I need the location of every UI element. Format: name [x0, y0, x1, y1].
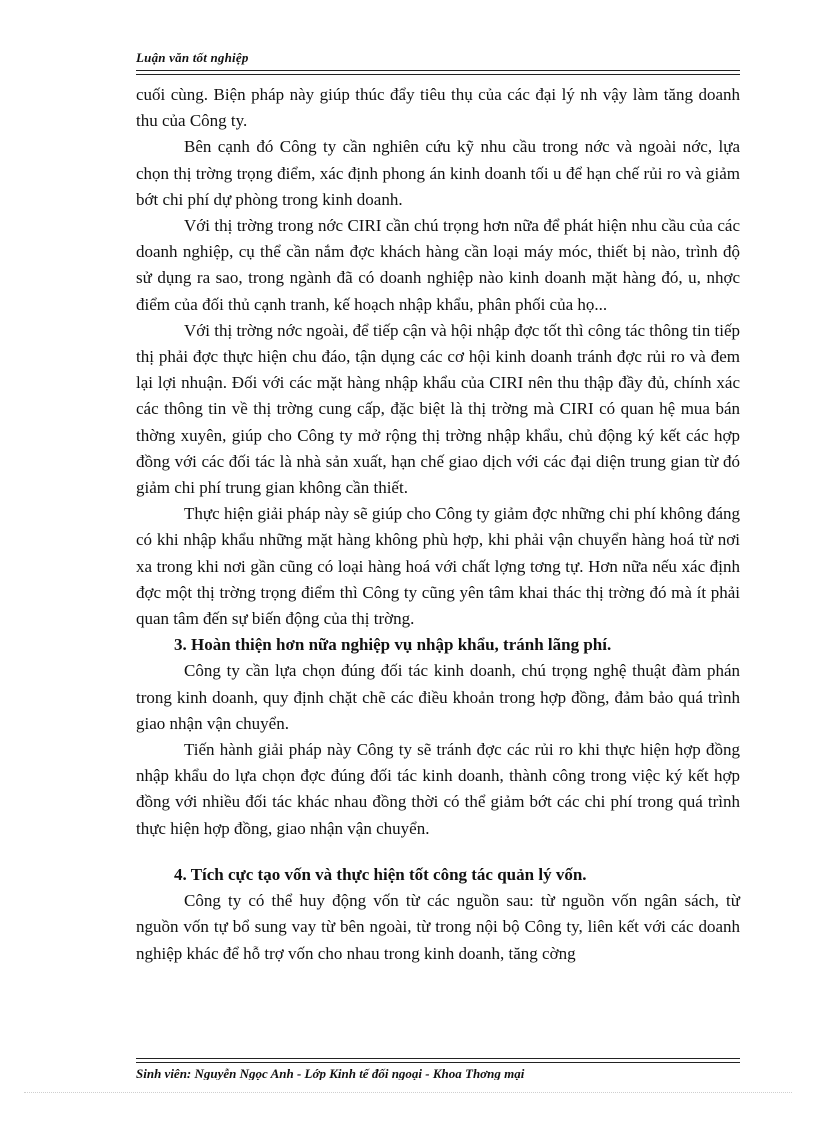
section-heading-3: 3. Hoàn thiện hơn nữa nghiệp vụ nhập khẩu, tránh lãng phí.: [174, 635, 612, 655]
paragraph-cost-reduction: Thực hiện giải pháp này sẽ giúp cho Công ty giảm đợc những chi phí không đáng có khi nhập khẩu những mặt hàng không phù hợp, khi phải vận chuyển hàng hoá từ nơi xa trong khi nơi gần cũng có loại hàng hoá với chất lợng tơng tự. Hơn nữa nếu xác định đợc một thị trờng trọng điểm thì Công ty cũng yên tâm khai thác thị trờng đó mà ít phải quan tâm đến sự biến động của thị trờng.: [136, 504, 740, 629]
page-footer: Sinh viên: Nguyễn Ngọc Anh - Lớp Kinh tế đối ngoại - Khoa Thơng mại: [136, 1066, 525, 1080]
footer-rule-thin: [136, 1058, 740, 1059]
section-heading-4: 4. Tích cực tạo vốn và thực hiện tốt công tác quản lý vốn.: [174, 864, 587, 884]
paragraph-market-research: Bên cạnh đó Công ty cần nghiên cứu kỹ nhu cầu trong nớc và ngoài nớc, lựa chọn thị trờng trọng điểm, xác định phong án kinh doanh tối u để hạn chế rủi ro và giảm bớt chi phí dự phòng trong kinh doanh.: [136, 137, 740, 209]
paragraph-capital-sources: Công ty có thể huy động vốn từ các nguồn sau: từ nguồn vốn ngân sách, từ nguồn vốn tự bổ sung vay từ bên ngoài, từ trong nội bộ Công ty, liên kết với các doanh nghiệp khác để hỗ trợ vốn cho nhau trong kinh doanh, tăng cờng: [136, 891, 740, 963]
paragraph-contract-execution: Tiến hành giải pháp này Công ty sẽ tránh đợc các rủi ro khi thực hiện hợp đồng nhập khẩu do lựa chọn đợc đúng đối tác kinh doanh, thành công trong việc ký kết hợp đồng với nhiều đối tác khác nhau đồng thời có thể giảm bớt các chi phí trong quá trình thực hiện hợp đồng, giao nhận vận chuyển.: [136, 740, 740, 838]
page-header: Luận văn tốt nghiệp: [136, 50, 249, 65]
paragraph-partner-selection: Công ty cần lựa chọn đúng đối tác kinh doanh, chú trọng nghệ thuật đàm phán trong kinh doanh, quy định chặt chẽ các điều khoản trong hợp đồng, đảm bảo quá trình giao nhận vận chuyển.: [136, 661, 740, 733]
paragraph-domestic-market: Với thị trờng trong nớc CIRI cần chú trọng hơn nữa để phát hiện nhu cầu của các doanh nghiệp, cụ thể cần nắm đợc khách hàng cần loại máy móc, thiết bị nào, trình độ sử dụng ra sao, trong ngành đã có doanh nghiệp nào kinh doanh mặt hàng đó, u, nhợc điểm của đối thủ cạnh tranh, kế hoạch nhập khẩu, phân phối của họ...: [136, 216, 740, 314]
page-edge-divider: [24, 1092, 792, 1093]
page-body: [136, 82, 740, 967]
paragraph-continuation: cuối cùng. Biện pháp này giúp thúc đẩy tiêu thụ của các đại lý nh vậy làm tăng doanh thu của Công ty.: [136, 85, 740, 131]
header-rule-thin: [136, 74, 740, 75]
header-rule: [136, 70, 740, 71]
paragraph-foreign-market: Với thị trờng nớc ngoài, để tiếp cận và hội nhập đợc tốt thì công tác thông tin tiếp thị phải đợc thực hiện chu đáo, tận dụng các cơ hội kinh doanh tránh đợc rủi ro và đem lại lợi nhuận. Đối với các mặt hàng nhập khẩu của CIRI nên thu thập đầy đủ, chính xác các thông tin về thị trờng cung cấp, đặc biệt là thị trờng mà CIRI có quan hệ mua bán thờng xuyên, giúp cho Công ty mở rộng thị trờng nhập khẩu, chủ động ký kết các hợp đồng với các đối tác là nhà sản xuất, hạn chế giao dịch với các đại diện trung gian từ đó giảm chi phí trung gian không cần thiết.: [136, 320, 740, 498]
footer-rule: [136, 1062, 740, 1063]
